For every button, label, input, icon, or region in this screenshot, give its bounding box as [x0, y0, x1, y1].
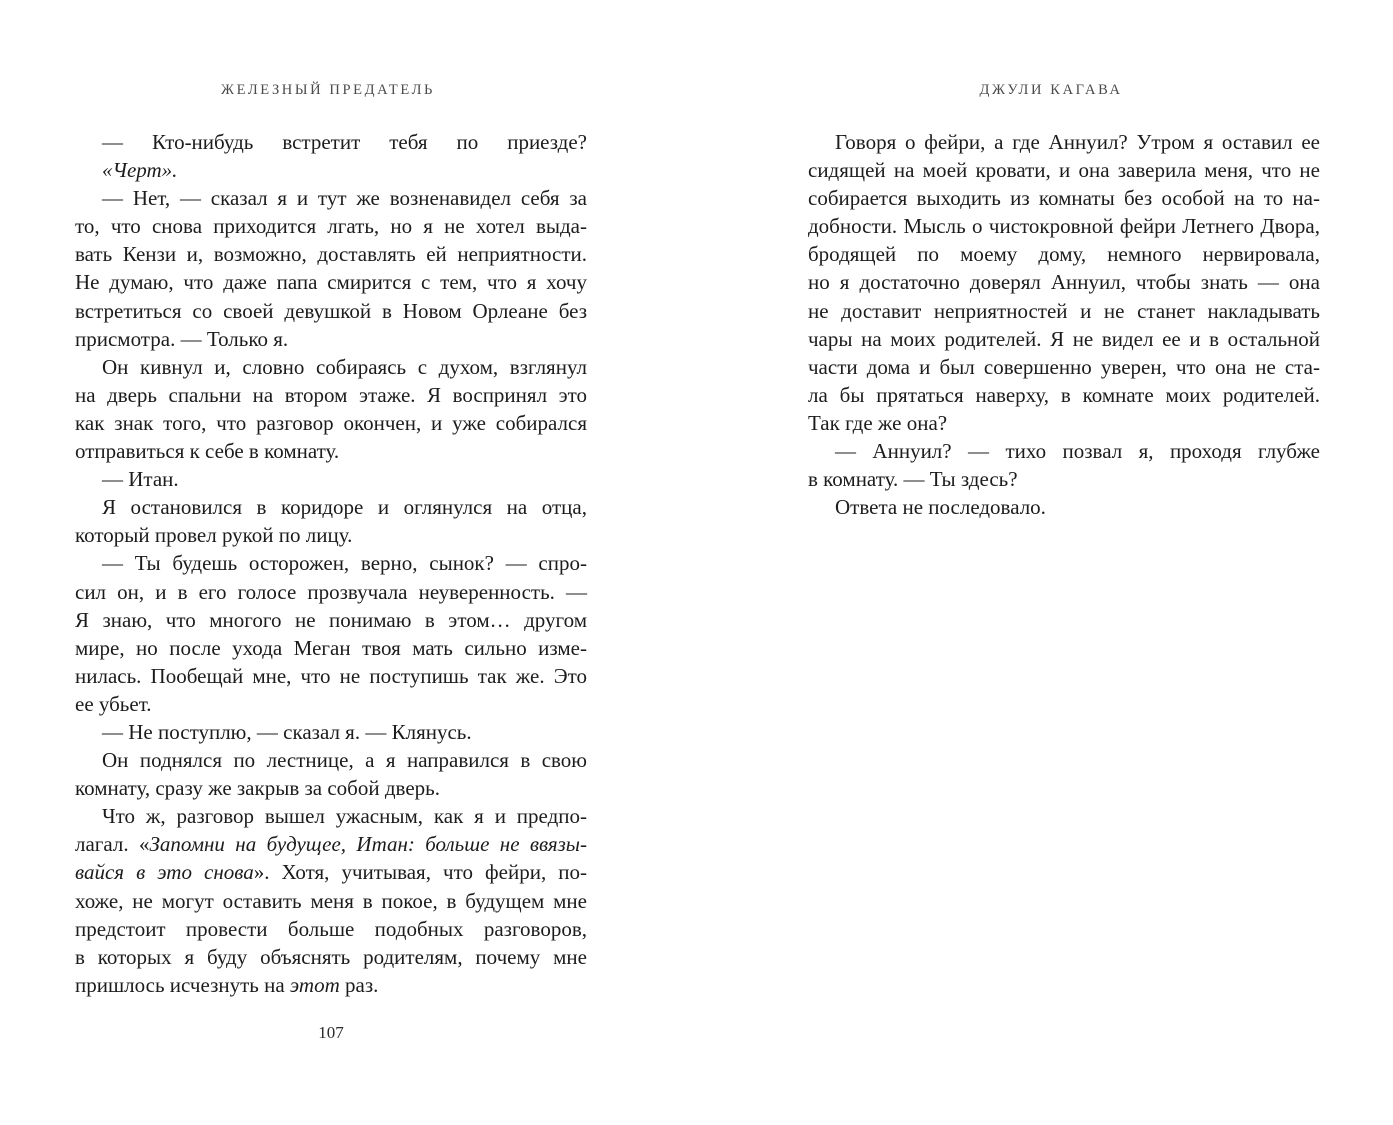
text-line: пришлось исчезнуть на этот раз.: [75, 972, 379, 997]
text-line: вайся в это снова». Хотя, учитывая, что фейри, по-: [75, 860, 587, 885]
left-page-text: [75, 128, 587, 999]
text-line: лагал. «Запомни на будущее, Итан: больше не ввязы-: [75, 832, 587, 857]
page-number: 107: [318, 1023, 344, 1042]
text-line: собирается выходить из комнаты без особой на то на-: [808, 186, 1320, 211]
text-line: мире, но после ухода Меган твоя мать сильно изме-: [75, 635, 587, 660]
text-line: — Ты будешь осторожен, верно, сынок? — спро-: [102, 551, 587, 576]
running-head-book-title: ЖЕЛЕЗНЫЙ ПРЕДАТЕЛЬ: [221, 82, 435, 98]
text-line: сидящей на моей кровати, и она заверила меня, что не: [808, 158, 1320, 183]
text-line: нилась. Пообещай мне, что не поступишь так же. Это: [75, 663, 587, 688]
text-line: сил он, и в его голосе прозвучала неуверенность. —: [75, 579, 587, 604]
text-line: хоже, не могут оставить меня в покое, в будущем мне: [75, 888, 587, 913]
text-line: [75, 156, 587, 184]
text-line: — Аннуил? — тихо позвал я, проходя глубже: [835, 439, 1320, 464]
text-line: вать Кензи и, возможно, доставлять ей неприятности.: [75, 242, 587, 267]
text-line: Ответа не последовало.: [835, 495, 1046, 520]
text-line: Так где же она?: [808, 410, 948, 435]
text-line: в которых я буду объяснять родителям, почему мне: [75, 944, 587, 969]
text-line: как знак того, что разговор окончен, и уже собирался: [75, 410, 587, 435]
text-line: присмотра. — Только я.: [75, 326, 289, 351]
right-page-text: [808, 128, 1320, 521]
text-line: на дверь спальни на втором этаже. Я воспринял это: [75, 382, 587, 407]
text-line: встретиться со своей девушкой в Новом Орлеане без: [75, 298, 587, 323]
text-line: но я достаточно доверял Аннуил, чтобы знать — она: [808, 270, 1320, 295]
text-line: в комнату. — Ты здесь?: [808, 467, 1018, 492]
text-line: Не думаю, что даже папа смирится с тем, что я хочу: [75, 270, 587, 295]
text-line: Он поднялся по лестнице, а я направился в свою: [102, 748, 587, 773]
text-line: предстоит провести больше подобных разговоров,: [75, 916, 587, 941]
text-line: Я знаю, что многого не понимаю в этом… другом: [75, 607, 587, 632]
text-line: чары на моих родителей. Я не видел ее и в остальной: [808, 326, 1320, 351]
text-line: то, что снова приходится лгать, но я не хотел выда-: [75, 214, 587, 239]
text-line: Что ж, разговор вышел ужасным, как я и предпо-: [102, 804, 587, 829]
text-line: ее убьет.: [75, 691, 152, 716]
right-page: [808, 0, 1320, 1125]
text-line: отправиться к себе в комнату.: [75, 439, 340, 464]
running-head-author: ДЖУЛИ КАГАВА: [979, 82, 1123, 98]
text-line: — Нет, — сказал я и тут же возненавидел себя за: [102, 186, 587, 211]
text-line: добности. Мысль о чистокровной фейри Летнего Двора,: [808, 214, 1320, 239]
text-line: Он кивнул и, словно собираясь с духом, взглянул: [102, 354, 587, 379]
text-line: который провел рукой по лицу.: [75, 523, 353, 548]
text-line: ла бы прятаться наверху, в комнате моих родителей.: [808, 382, 1320, 407]
text-line: части дома и был совершенно уверен, что она не ста-: [808, 354, 1320, 379]
left-page: [75, 0, 587, 1125]
text-line: комнату, сразу же закрыв за собой дверь.: [75, 776, 440, 801]
text-line: Говоря о фейри, а где Аннуил? Утром я оставил ее: [835, 130, 1320, 154]
text-line: — Итан.: [102, 467, 179, 492]
text-line: бродящей по моему дому, немного нервировала,: [808, 242, 1320, 267]
text-line: Я остановился в коридоре и оглянулся на отца,: [102, 495, 587, 520]
text-line: не доставит неприятностей и не станет накладывать: [808, 298, 1320, 323]
text-line: — Кто-нибудь встретит тебя по приезде?: [102, 130, 587, 154]
italic-thought: «Черт».: [102, 158, 178, 183]
text-line: — Не поступлю, — сказал я. — Клянусь.: [102, 719, 472, 744]
